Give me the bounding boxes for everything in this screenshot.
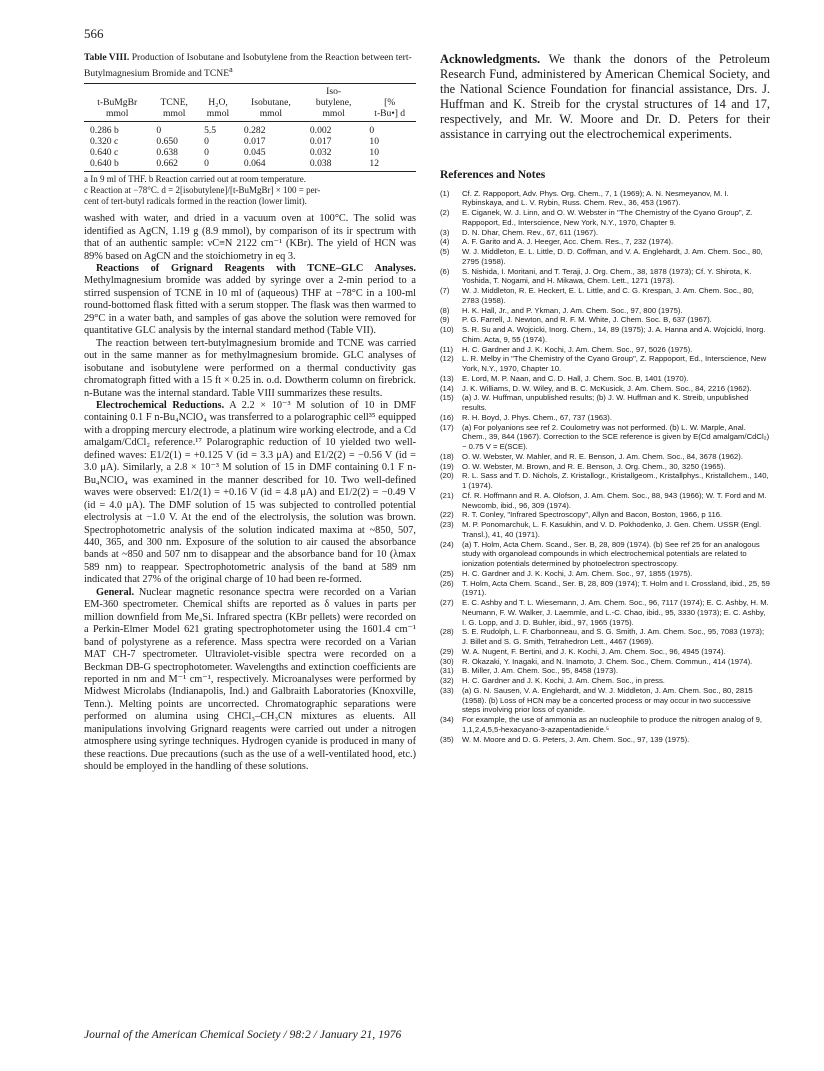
reference-text: H. C. Gardner and J. K. Kochi, J. Am. Chem. Soc., in press. (462, 676, 665, 686)
reference-item (440, 354, 770, 374)
reference-text: B. Miller, J. Am. Chem. Soc., 95, 8458 (1973). (462, 666, 618, 676)
reference-text: Cf. R. Hoffmann and R. A. Olofson, J. Am. Chem. Soc., 88, 943 (1966); W. T. Ford and M. Newcomb, ibid., 96, 309 (1974). (462, 490, 767, 510)
reference-item (440, 676, 770, 686)
reference-number: (29) (440, 646, 454, 656)
reference-number: (28) (440, 627, 454, 637)
reference-item (440, 666, 770, 676)
table-row (84, 158, 416, 172)
table-cell: 0 (156, 125, 162, 137)
reference-number: (27) (440, 598, 454, 608)
header-unit: mmol (150, 108, 198, 122)
header-top (84, 84, 150, 98)
header-unit: mmol (304, 108, 364, 122)
header-name: t-BuMgBr (97, 97, 138, 109)
table-row (84, 147, 416, 158)
reference-item (440, 735, 770, 745)
reference-number: (7) (440, 286, 450, 296)
header-unit: mmol (84, 108, 150, 122)
reference-item (440, 627, 770, 647)
table-cell: 0.662 (150, 158, 198, 172)
table-cell: 0.038 (304, 158, 364, 172)
reference-number: (33) (440, 685, 454, 695)
reference-number: (4) (440, 237, 450, 247)
reference-item (440, 325, 770, 345)
reference-number: (25) (440, 568, 454, 578)
reference-number: (10) (440, 325, 454, 335)
reference-number: (18) (440, 451, 454, 461)
table-cell: 5.5 (204, 125, 217, 137)
table-caption (84, 52, 416, 80)
table-cell: 0.032 (309, 147, 332, 159)
reference-text: O. W. Webster, M. Brown, and R. E. Benson, J. Org. Chem., 30, 3250 (1965). (462, 461, 726, 471)
reference-item (440, 413, 770, 423)
page-number: 566 (84, 26, 104, 41)
reference-text: (a) For polyanions see ref 2. Coulometry was not performed. (b) L. W. Marple, Anal. Chem., 39, 844 (1967). Correction to the SCE reference is given by E(Cd amalgam/CdCl₂) − 0.75 V = E(SCE). (462, 422, 770, 452)
reference-number: (14) (440, 383, 454, 393)
reference-number: (3) (440, 227, 450, 237)
ack-text: We thank the donors of the Petroleum Research Fund, administered by American Chemical Society, and the National Science Foundation for financial assistance, Drs. J. Huffman and K. Streib for the crystal structures of 14 and 17, respectively, and Mr. W. Moore and Dr. D. Peters for their assistance in carrying out the electrochemical experiments. (440, 52, 770, 142)
reference-number: (11) (440, 344, 454, 354)
table-cell: 0.286 b (90, 125, 119, 137)
table-cell: 0 (369, 125, 375, 137)
reference-item (440, 471, 770, 491)
reference-number: (5) (440, 247, 450, 257)
table-cell: 10 (369, 136, 379, 148)
reference-number: (17) (440, 422, 454, 432)
table-cell: 0.064 (238, 158, 304, 172)
table-footnote: cent of tert-butyl radicals formed in the reaction (lower limit). (84, 196, 307, 207)
acknowledgments (440, 52, 770, 143)
reference-text: T. Holm, Acta Chem. Scand., Ser. B, 28, 809 (1974); T. Holm and I. Crossland, ibid., 25, 59 (1971). (462, 578, 770, 598)
reference-text: O. W. Webster, W. Mahler, and R. E. Benson, J. Am. Chem. Soc., 84, 3678 (1962). (462, 451, 744, 461)
table-cell: 0.017 (243, 136, 266, 148)
reference-number: (22) (440, 510, 454, 520)
reference-number: (26) (440, 578, 454, 588)
reference-number: (23) (440, 520, 454, 530)
reference-item (440, 345, 770, 355)
reference-number: (8) (440, 305, 450, 315)
reference-number: (32) (440, 676, 454, 686)
ack-heading: Acknowledgments. (440, 52, 541, 66)
reference-number: (1) (440, 188, 450, 198)
reference-text: E. Ciganek, W. J. Linn, and O. W. Webster in "The Chemistry of the Cyano Group", Z. Rappoport, Ed., Interscience, New York, N.Y., 1970, Chapter 9. (462, 208, 753, 227)
reference-text: R. L. Sass and T. D. Nichols, Z. Kristallogr., Kristallgeom., Kristallphys., Kristallchem., 140, 1 (1974). (462, 471, 769, 491)
table-cell: 10 (369, 147, 379, 159)
reference-number: (13) (440, 373, 454, 383)
reference-item (440, 423, 770, 452)
right-column (440, 52, 770, 744)
header-top (363, 84, 416, 98)
reference-number: (20) (440, 471, 454, 481)
reference-text: Cf. Z. Rappoport, Adv. Phys. Org. Chem., 7, 1 (1969); A. N. Nesmeyanov, M. I. Rybinskaya, and L. V. Rybin, Russ. Chem. Rev., 36, 453 (1967). (462, 188, 729, 208)
reference-item (440, 686, 770, 715)
reference-text: E. Lord, M. P. Naan, and C. D. Hall, J. Chem. Soc. B, 1401 (1970). (462, 373, 689, 383)
reference-text: S. Nishida, I. Moritani, and T. Teraji, J. Org. Chem., 38, 1878 (1973); Cf. Y. Shirota, K. Yoshida, T. Nogami, and H. Mikawa, Chem. Lett., 1271 (1973). (462, 266, 752, 286)
reference-number: (16) (440, 412, 454, 422)
reference-text: A. F. Garito and A. J. Heeger, Acc. Chem. Res., 7, 232 (1974). (462, 237, 674, 247)
header-unit: t-Bu•] d (363, 108, 416, 122)
reference-item (440, 452, 770, 462)
reference-item (440, 647, 770, 657)
reference-text: M. P. Ponomarchuk, L. F. Kasukhin, and V. D. Pokhodenko, J. Gen. Chem. USSR (Engl. Transl.), 41, 40 (1971). (462, 520, 762, 539)
reference-text: (a) J. W. Huffman, unpublished results; (b) J. W. Huffman and K. Streib, unpublished results. (462, 393, 749, 413)
header-top (198, 84, 238, 98)
grignard-paragraph (84, 263, 416, 338)
section-heading: General. (96, 586, 135, 598)
table-cell: 0.320 c (90, 136, 119, 148)
table-cell: 0.282 (243, 125, 266, 137)
reference-item (440, 393, 770, 413)
reference-text: H. C. Gardner and J. K. Kochi, J. Am. Chem. Soc., 97, 5026 (1975). (462, 344, 693, 354)
table-footnotes (84, 174, 416, 207)
table-cell: 0 (198, 158, 238, 172)
reference-text: J. K. Williams, D. W. Wiley, and B. C. McKusick, J. Am. Chem. Soc., 84, 2216 (1962). (462, 383, 752, 393)
general-paragraph (84, 587, 416, 774)
reference-text: E. C. Ashby and T. L. Wiesemann, J. Am. Chem. Soc., 96, 7117 (1974); E. C. Ashby, H. M. Neumann, F. W. Walker, J. Laemmle, and L.-C. Chao, ibid., 95, 3330 (1973); E. C. Ashby, I. G. Lopp, and J. D. Buhler, ibid., 97, 1965 (1975). (462, 598, 769, 627)
reference-number: (31) (440, 666, 454, 676)
reference-text: D. N. Dhar, Chem. Rev., 67, 611 (1967). (462, 227, 599, 237)
reference-text: W. A. Nugent, F. Bertini, and J. K. Kochi, J. Am. Chem. Soc., 96, 4945 (1974). (462, 646, 726, 656)
header-name: Isobutane, (251, 97, 291, 109)
reference-text: R. Okazaki, Y. Inagaki, and N. Inamoto, J. Chem. Soc., Chem. Commun., 414 (1974). (462, 656, 753, 666)
reference-number: (15) (440, 393, 454, 403)
table-cell: 0.045 (243, 147, 266, 159)
reference-text: H. C. Gardner and J. K. Kochi, J. Am. Chem. Soc., 97, 1855 (1975). (462, 568, 693, 578)
reference-text: W. J. Middleton, R. E. Heckert, E. L. Little, and C. G. Krespan, J. Am. Chem. Soc., 80, 2783 (1958). (462, 286, 754, 305)
reference-number: (24) (440, 539, 454, 549)
reference-item (440, 598, 770, 627)
table-cell: 0.638 (156, 147, 178, 159)
table-cell: 0.002 (309, 125, 332, 137)
table-footnote: a In 9 ml of THF. b Reaction carried out at room temperature. (84, 174, 307, 185)
reference-number: (35) (440, 734, 454, 744)
reference-text: (a) T. Holm, Acta Chem. Scand., Ser. B, 28, 809 (1974). (b) See ref 25 for an analogous study with organolead compounds in which electrochemical potentials are related to ionization potentials determined by photoelectron spectroscopy. (462, 539, 760, 569)
reference-item (440, 715, 770, 735)
reference-item (440, 189, 770, 209)
table-cell: 0.640 c (90, 147, 119, 159)
header-name: butylene, (315, 97, 352, 109)
reference-item (440, 208, 770, 228)
section-heading: Electrochemical Reductions. (96, 399, 225, 411)
reference-item (440, 510, 770, 520)
reference-item (440, 228, 770, 238)
header-unit: mmol (238, 108, 304, 122)
table-cell: 12 (363, 158, 416, 172)
reference-number: (21) (440, 490, 454, 500)
reference-text: (a) G. N. Sausen, V. A. Englehardt, and W. J. Middleton, J. Am. Chem. Soc., 80, 2815 (1958). (b) Loss of HCN may be a concerted process or may occur in two successive steps involving prior loss of cyanide. (462, 685, 753, 715)
reference-number: (9) (440, 315, 450, 325)
reference-item (440, 540, 770, 569)
reference-item (440, 462, 770, 472)
reference-text: R. T. Conley, "Infrared Spectroscopy", Allyn and Bacon, Boston, 1966, p 116. (462, 510, 723, 520)
table-footnote: c Reaction at −78°C. d = 2[isobutylene]/[t-BuMgBr] × 100 = per- (84, 185, 321, 196)
reference-item (440, 491, 770, 511)
reference-text: For example, the use of ammonia as an nucleophile to produce the nitrogen analog of 9, 1,1,2,4,5,5-hexacyano-3-azapentadienide.⁵ (462, 715, 763, 734)
table-caption-text: Production of Isobutane and Isobutylene from the Reaction between tert-Butylmagnesium Bromide and TCNE (84, 52, 412, 80)
left-column (84, 52, 416, 774)
header-name: [% (384, 97, 396, 109)
reference-item (440, 286, 770, 306)
section-heading: Reactions of Grignard Reagents with TCNE–GLC Analyses. (96, 263, 416, 274)
electrochem-paragraph (84, 400, 416, 587)
reference-text: W. J. Middleton, E. L. Little, D. D. Coffman, and V. A. Englehardt, J. Am. Chem. Soc., 80, 2795 (1958). (462, 247, 763, 266)
header-name: H₂O, (208, 97, 228, 109)
header-top (150, 84, 198, 98)
table-row (84, 122, 416, 137)
reference-number: (34) (440, 715, 454, 725)
paragraph-text: A 2.2 × 10⁻³ M solution of 10 in DMF containing 0.1 F n-Bu₄NClO₄ was transferred to a polarographic cell³⁵ equipped with a dropping mercury electrode, a platinum wire working electrode, and a Cd amalgam/CdCl₂ reference.¹⁷ Polarographic reduction of 10 yielded two well-defined waves: E1/2(1) = +0.125 V (id = 3.3 μA) and E1/2(2) = −0.56 V (id = 3.0 μA). Similarly, a 2.8 × 10⁻³ M solution of 15 in DMF containing 0.1 F n-Bu₄NClO₄ was examined in the manner described for 10. Two well-defined waves were observed: E1/2(1) = +0.16 V (id = 4.8 μA) and E1/2(2) = −0.49 V (id = 4.0 μA). The DMF solution of 15 was subjected to controlled potential electrolysis at −1.0 V. At the end of the electrolysis, the solution was brown. Spectrophotometric analysis of the solution indicated maxima at ~850, 507, 440, 365, and 300 nm. Exposure of the solution to air caused the absorbance bands at ~850 and 507 nm to disappear and the absorbance band for 10 (λmax 589 nm) to reappear. Spectrophotometric analysis of the band at 589 nm indicated that 27% of the original charge of 10 had been re-formed. (84, 399, 416, 586)
glc-paragraph: The reaction between tert-butylmagnesium bromide and TCNE was carried out in the same manner as for methylmagnesium bromide. GLC analyses of isobutane and isobutylene were performed on a thermal conductivity gas chromatograph fitted with a 15 ft × 0.25 in. o.d. Dowtherm column on firebrick. n-Butane was the internal standard. Table VIII summarizes these results. (84, 337, 416, 399)
table-caption-mark: a (229, 65, 233, 74)
reference-text: R. H. Boyd, J. Phys. Chem., 67, 737 (1963). (462, 412, 612, 422)
reference-number: (12) (440, 354, 454, 364)
reference-item (440, 520, 770, 540)
table-viii (84, 83, 416, 172)
reference-item (440, 657, 770, 667)
reference-item (440, 247, 770, 267)
table-label: Table VIII. (84, 52, 130, 63)
reference-number: (2) (440, 208, 450, 218)
table-cell: 0 (204, 147, 209, 159)
reference-number: (6) (440, 266, 450, 276)
reference-text: H. K. Hall, Jr., and P. Ykman, J. Am. Chem. Soc., 97, 800 (1975). (462, 305, 683, 315)
header-top (238, 84, 304, 98)
header-unit: mmol (198, 108, 238, 122)
reference-text: S. R. Su and A. Wojcicki, Inorg. Chem., 14, 89 (1975); J. A. Hanna and A. Wojcicki, Inorg. Chim. Acta, 9, 55 (1974). (462, 325, 766, 344)
reference-item (440, 306, 770, 316)
table-cell: 0.017 (309, 136, 332, 148)
table-cell: 0 (204, 136, 209, 148)
reference-text: P. G. Farrell, J. Newton, and R. F. M. White, J. Chem. Soc. B, 637 (1967). (462, 315, 712, 325)
table-row (84, 136, 416, 147)
reference-number: (30) (440, 656, 454, 666)
header-top: Iso- (304, 84, 364, 98)
reference-item (440, 384, 770, 394)
table-cell: 0.640 b (84, 158, 150, 172)
reference-number: (19) (440, 461, 454, 471)
reference-item (440, 569, 770, 579)
reference-text: W. M. Moore and D. G. Peters, J. Am. Chem. Soc., 97, 139 (1975). (462, 734, 690, 744)
experimental-paragraph: washed with water, and dried in a vacuum oven at 100°C. The solid was identified as AgCN, 1.19 g (8.9 mmol), by comparison of its ir spectrum with that of an authentic sample: νC≡N 2122 cm⁻¹ (KBr). The yield of HCN was 89% based on AgCN and the stoichiometry in eq 3. (84, 213, 416, 262)
references-title: References and Notes (440, 168, 546, 181)
paragraph-text: Methylmagnesium bromide was added by syringe over a 2-min period to a stirred suspension of TCNE in 10 ml of (aqueous) THF at −78°C in a 100-ml round-bottomed flask fitted with a serum stopper. The flask was then warmed to 29°C in a water bath, and samples of gas above the solution were removed for quantitative GLC analysis by the internal standard method (Table VII). (84, 275, 416, 337)
reference-text: L. R. Melby in "The Chemistry of the Cyano Group", Z. Rappoport, Ed., Interscience, New York, N.Y., 1970, Chapter 10. (462, 354, 767, 374)
reference-item (440, 267, 770, 287)
reference-text: S. E. Rudolph, L. F. Charbonneau, and S. G. Smith, J. Am. Chem. Soc., 95, 7083 (1973); J. Billet and S. G. Smith, Tetrahedron Lett., 4467 (1969). (462, 627, 765, 647)
journal-footer: Journal of the American Chemical Society / 98:2 / January 21, 1976 (84, 1028, 402, 1041)
reference-item (440, 374, 770, 384)
reference-item (440, 315, 770, 325)
references-list (440, 189, 770, 745)
paragraph-text: Nuclear magnetic resonance spectra were recorded on a Varian EM-360 spectrometer. Chemical shifts are reported as δ values in parts per million downfield from Me₄Si. Infrared spectra (KBr pellets) were recorded on a Perkin-Elmer Model 621 grating spectrophotometer using the 1601.4 cm⁻¹ band of polystyrene as a reference. Mass spectra were recorded on a Varian MAT CH-7 spectrometer. Ultraviolet-visible spectra were recorded on a Beckman DB-G spectrophotometer. Wavelengths and extinction coefficients are reported in nm and M⁻¹ cm⁻¹, respectively. Microanalyses were performed by Midwest Microlabs (Indianapolis, Ind.) and Galbraith Laboratories (Knoxville, Tenn.). Melting points are uncorrected. Chromatographic separations were performed on alumina using CHCl₃–CH₃CN mixtures as eluents. All manipulations involving Grignard reagents were carried out under a nitrogen atmosphere using syringe techniques. Hydrogen cyanide is produced in many of these reactions. Due precautions (such as the use of a well-ventilated hood, etc.) should be employed in the handling of these solutions. (84, 586, 416, 773)
header-name: TCNE, (160, 97, 188, 109)
reference-item (440, 237, 770, 247)
reference-item (440, 579, 770, 599)
table-cell: 0.650 (156, 136, 178, 148)
